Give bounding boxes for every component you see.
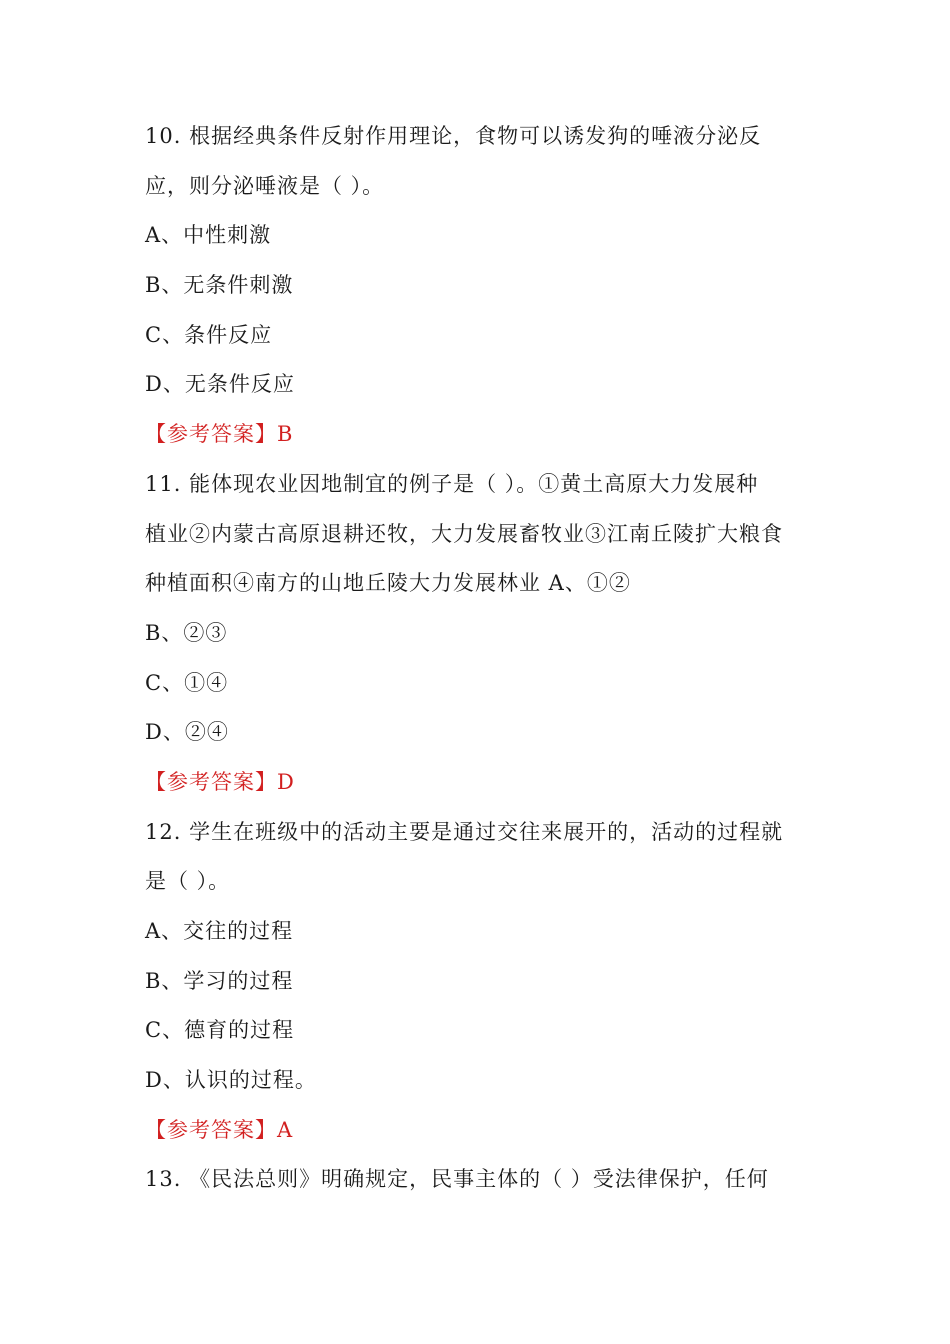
question-13: [145, 1155, 815, 1205]
option-b: B、②③: [145, 620, 228, 645]
reference-answer: 【参考答案】B: [145, 422, 294, 447]
question-stem-line: 10. 根据经典条件反射作用理论，食物可以诱发狗的唾液分泌反: [145, 124, 762, 148]
question-stem-line: 11. 能体现农业因地制宜的例子是（ ）。①黄土高原大力发展种: [145, 471, 759, 496]
question-stem-line: 种植面积④南方的山地丘陵大力发展林业 A、①②: [145, 571, 631, 596]
option-a: A、交往的过程: [145, 919, 294, 943]
option-b: B、无条件刺激: [145, 273, 294, 298]
question-10: [145, 112, 815, 460]
option-d: D、②④: [145, 720, 229, 745]
question-stem-line: 应，则分泌唾液是（ ）。: [145, 173, 385, 198]
option-c: C、条件反应: [145, 322, 273, 347]
question-stem-line: 植业②内蒙古高原退耕还牧，大力发展畜牧业③江南丘陵扩大粮食: [145, 521, 783, 546]
option-c: C、德育的过程: [145, 1018, 295, 1043]
option-d: D、无条件反应: [145, 372, 295, 397]
question-12: [145, 808, 815, 1156]
option-c: C、①④: [145, 670, 229, 695]
question-stem-line: 12. 学生在班级中的活动主要是通过交往来展开的，活动的过程就: [145, 819, 784, 844]
document-page: [145, 112, 815, 1205]
question-stem-line: 是（ ）。: [145, 869, 231, 894]
question-stem-line: 13. 《民法总则》明确规定，民事主体的（ ）受法律保护，任何: [145, 1167, 769, 1192]
option-a: A、中性刺激: [145, 223, 272, 248]
option-b: B、学习的过程: [145, 968, 294, 993]
option-d: D、认识的过程。: [145, 1068, 317, 1093]
reference-answer: 【参考答案】A: [145, 1117, 294, 1142]
question-11: [145, 460, 815, 808]
reference-answer: 【参考答案】D: [145, 769, 295, 794]
